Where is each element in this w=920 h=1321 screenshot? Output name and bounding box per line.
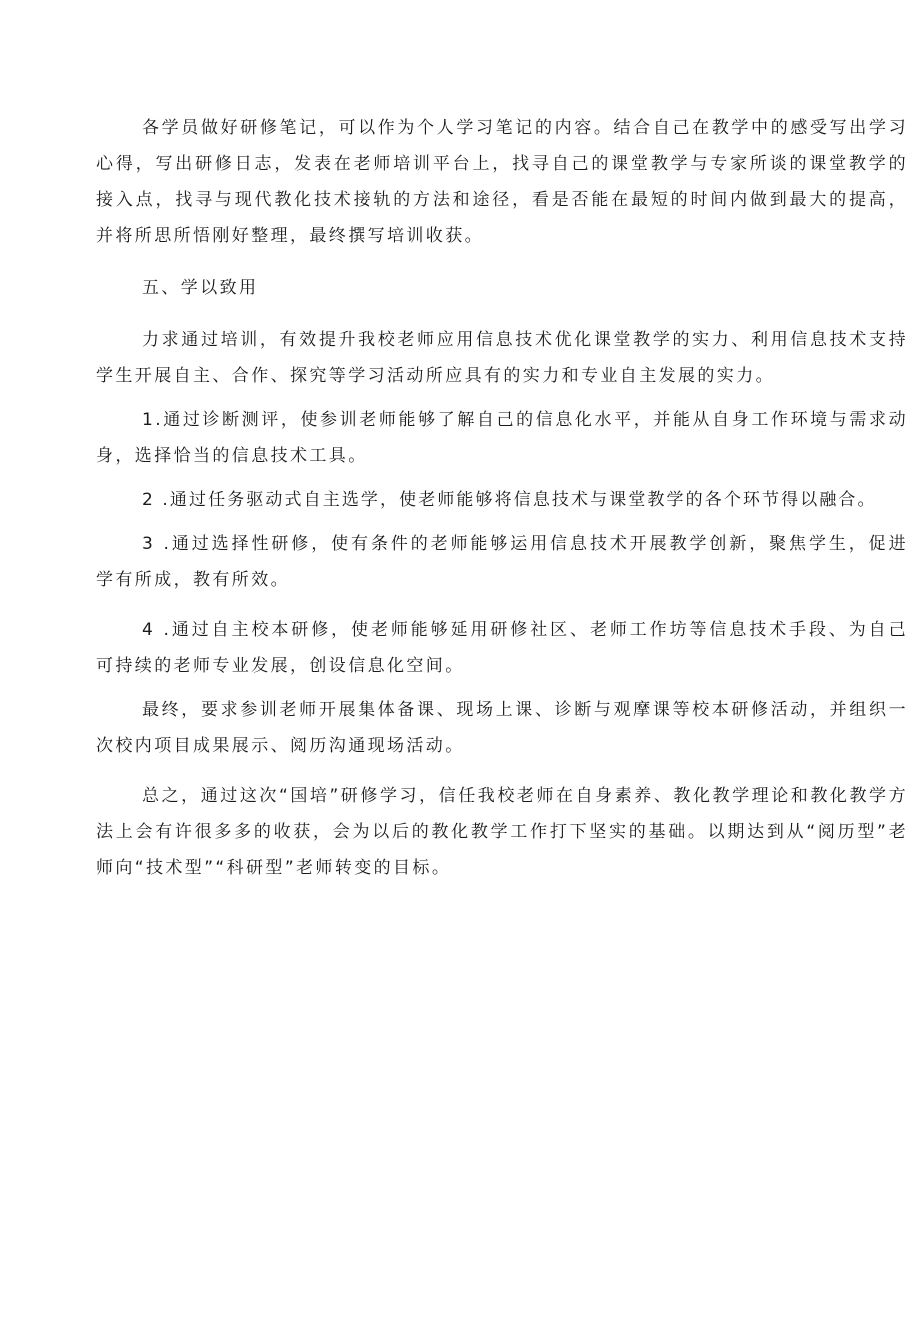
document-body: [96, 110, 908, 886]
list-item-4: 4 .通过自主校本研修，使老师能够延用研修社区、老师工作坊等信息技术手段、为自己可持续的老师专业发展，创设信息化空间。: [96, 620, 908, 676]
paragraph-training-goal: 力求通过培训，有效提升我校老师应用信息技术优化课堂教学的实力、利用信息技术支持学生开展自主、合作、探究等学习活动所应具有的实力和专业自主发展的实力。: [96, 330, 908, 386]
paragraph-study-notes: 各学员做好研修笔记，可以作为个人学习笔记的内容。结合自己在教学中的感受写出学习心得，写出研修日志，发表在老师培训平台上，找寻自己的课堂教学与专家所谈的课堂教学的接入点，找寻与现代教化技术接轨的方法和途径，看是否能在最短的时间内做到最大的提高，并将所思所悟刚好整理，最终撰写培训收获。: [96, 118, 908, 246]
list-item-3: 3 .通过选择性研修，使有条件的老师能够运用信息技术开展教学创新，聚焦学生，促进学有所成，教有所效。: [96, 534, 908, 590]
list-item-1: 1.通过诊断测评，使参训老师能够了解自己的信息化水平，并能从自身工作环境与需求动身，选择恰当的信息技术工具。: [96, 410, 908, 466]
paragraph-conclusion: 总之，通过这次“国培”研修学习，信任我校老师在自身素养、教化教学理论和教化教学方法上会有许很多多的收获，会为以后的教化教学工作打下坚实的基础。以期达到从“阅历型”老师向“技术型”“科研型”老师转变的目标。: [96, 786, 908, 878]
paragraph-final-requirement: 最终，要求参训老师开展集体备课、现场上课、诊断与观摩课等校本研修活动，并组织一次校内项目成果展示、阅历沟通现场活动。: [96, 700, 908, 756]
list-item-2: 2 .通过任务驱动式自主选学，使老师能够将信息技术与课堂教学的各个环节得以融合。: [142, 490, 877, 510]
section-heading-apply-learning: 五、学以致用: [142, 278, 259, 298]
